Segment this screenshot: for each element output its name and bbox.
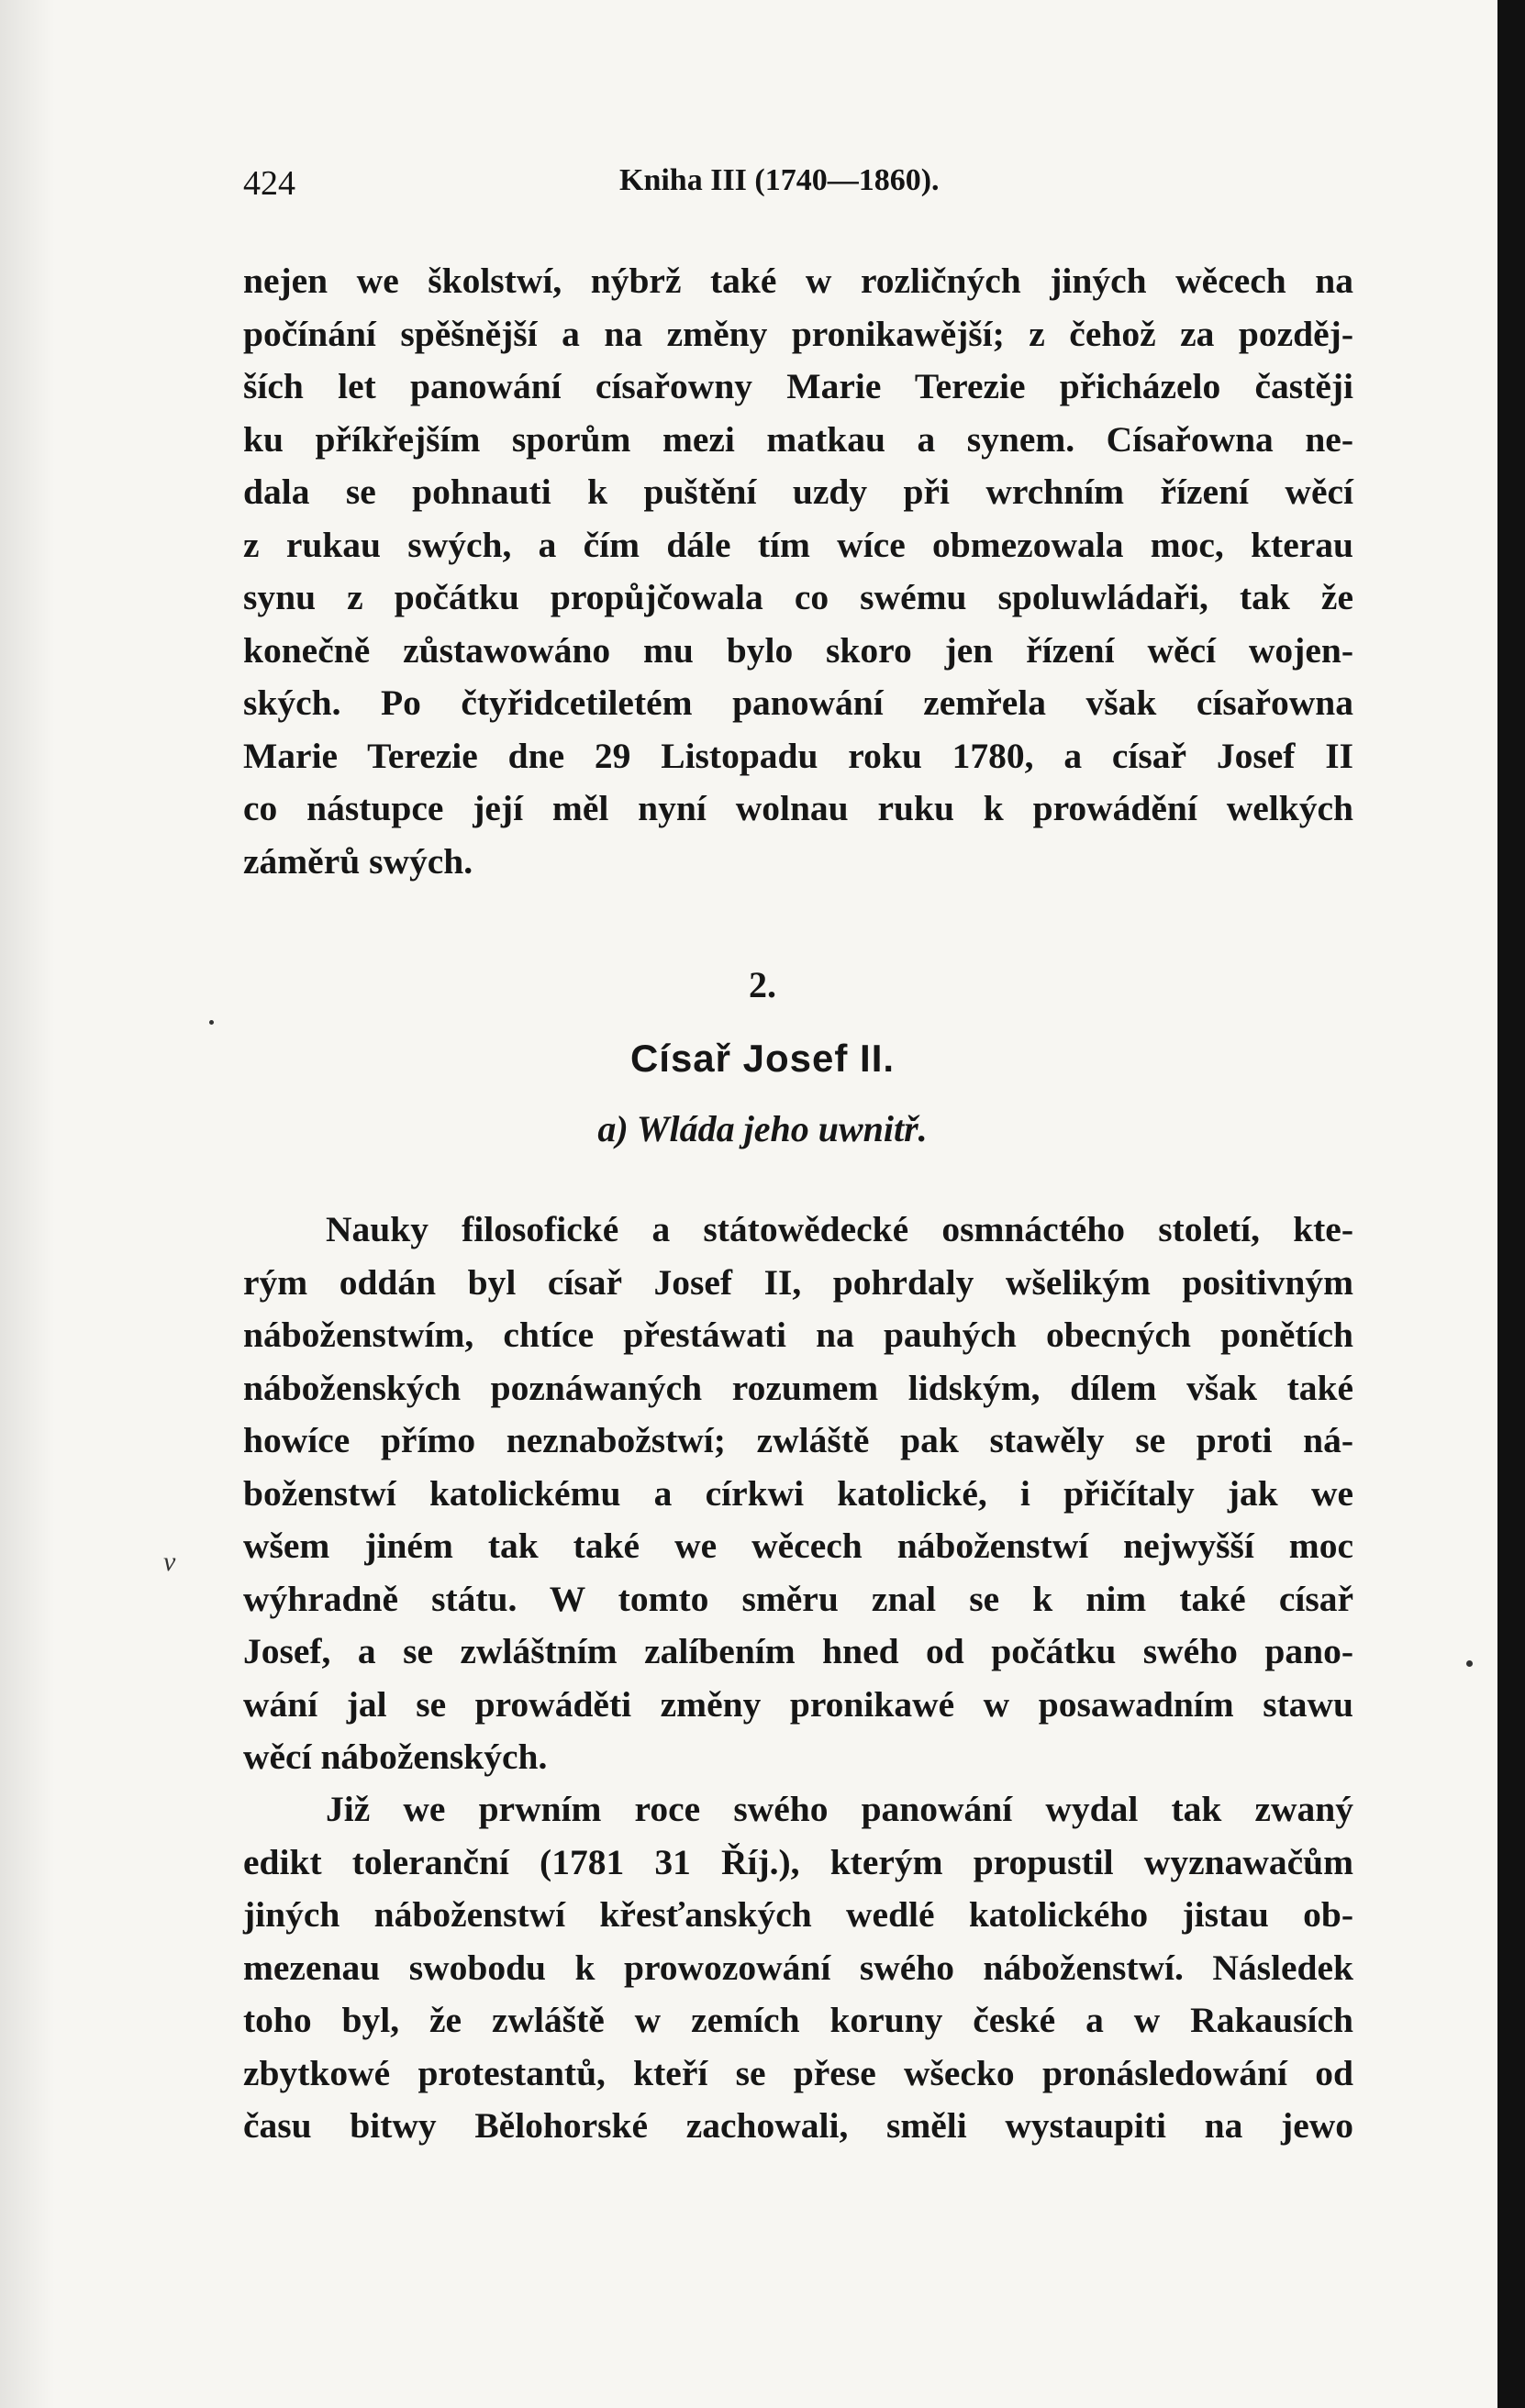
text-line: záměrů swých.: [243, 840, 473, 882]
text-line: wání jal se prowáděti změny pronikawé w posawadním stawu: [243, 1683, 1353, 1725]
running-head: Kniha III (1740—1860).: [619, 163, 940, 197]
text-line: toho byl, že zwláště w zemích koruny české a w Rakausích: [243, 2000, 1353, 2040]
text-line: ku příkřejším sporům mezi matkau a synem. Císařowna ne-: [243, 418, 1353, 460]
text-line: boženstwí katolickému a církwi katolické, i přičítaly jak we: [243, 1472, 1353, 1514]
text-line: co nástupce její měl nyní wolnau ruku k prowádění welkých: [243, 788, 1353, 828]
section-number: 2.: [749, 964, 776, 1005]
text-line: počínání spěšnější a na změny pronikawější; z čehož za pozděj-: [243, 313, 1353, 354]
text-line: howíce přímo neznabožstwí; zwláště pak stawěly se proti ná-: [243, 1420, 1353, 1460]
text-line: ských. Po čtyřidcetiletém panowání zemřela však císařowna: [243, 682, 1353, 723]
text-line: mezenau swobodu k prowozowání swého náboženstwí. Následek: [243, 1947, 1353, 1988]
text-line: Marie Terezie dne 29 Listopadu roku 1780, a císař Josef II: [243, 735, 1353, 776]
print-speck: [1466, 1660, 1473, 1667]
text-line: jiných náboženstwí křesťanských wedlé katolického jistau ob-: [243, 1894, 1353, 1935]
text-line: wýhradně státu. W tomto směru znal se k nim také císař: [243, 1578, 1353, 1619]
section-title: Císař Josef II.: [629, 1037, 896, 1080]
text-line: náboženstwím, chtíce přestáwati na pauhých obecných ponětích: [243, 1315, 1353, 1355]
text-line: zbytkowé protestantů, kteří se přese wšecko pronásledowání od: [243, 2052, 1353, 2093]
subsection-title: a) Wláda jeho uwnitř.: [597, 1108, 928, 1149]
text-line: ších let panowání císařowny Marie Terezie přicházelo častěji: [243, 366, 1353, 406]
page-header: [243, 163, 1353, 209]
scan-edge: [1497, 0, 1525, 2408]
page-number: 424: [243, 164, 295, 203]
text-line: rým oddán byl císař Josef II, pohrdaly wšelikým positivným: [243, 1261, 1353, 1303]
text-line: wšem jiném tak také we wěcech náboženstwí nejwyšší moc: [243, 1526, 1353, 1566]
text-line: náboženských poznáwaných rozumem lidským, dílem však také: [243, 1367, 1353, 1408]
text-line: nejen we školstwí, nýbrž také w rozličných jiných wěcech na: [243, 261, 1353, 301]
text-line: Josef, a se zwláštním zalíbením hned od počátku swého pano-: [243, 1631, 1353, 1671]
text-line: edikt toleranční (1781 31 Říj.), kterým propustil wyznawačům: [243, 1841, 1353, 1882]
text-line: času bitwy Bělohorské zachowali, směli wystaupiti na jewo: [243, 2105, 1353, 2146]
text-line: dala se pohnauti k puštění uzdy při wrchním řízení wěcí: [243, 472, 1353, 512]
text-line: konečně zůstawowáno mu bylo skoro jen řízení wěcí wojen-: [243, 629, 1353, 671]
margin-mark: v: [163, 1547, 176, 1577]
paragraph-3: [243, 1783, 1353, 2153]
text-line: z rukau swých, a čím dále tím wíce obmezowala moc, kterau: [243, 524, 1353, 565]
text-line: wěcí náboženských.: [243, 1737, 548, 1777]
paragraph-1: [243, 255, 1353, 888]
text-line: synu z počátku propůjčowala co swému spoluwládaři, tak že: [243, 577, 1353, 617]
text-line: Nauky filosofické a státowědecké osmnáctého století, kte-: [326, 1209, 1353, 1249]
paragraph-2: [243, 1204, 1353, 1784]
print-speck: [209, 1020, 214, 1025]
text-line: Již we prwním roce swého panowání wydal tak zwaný: [326, 1789, 1353, 1829]
